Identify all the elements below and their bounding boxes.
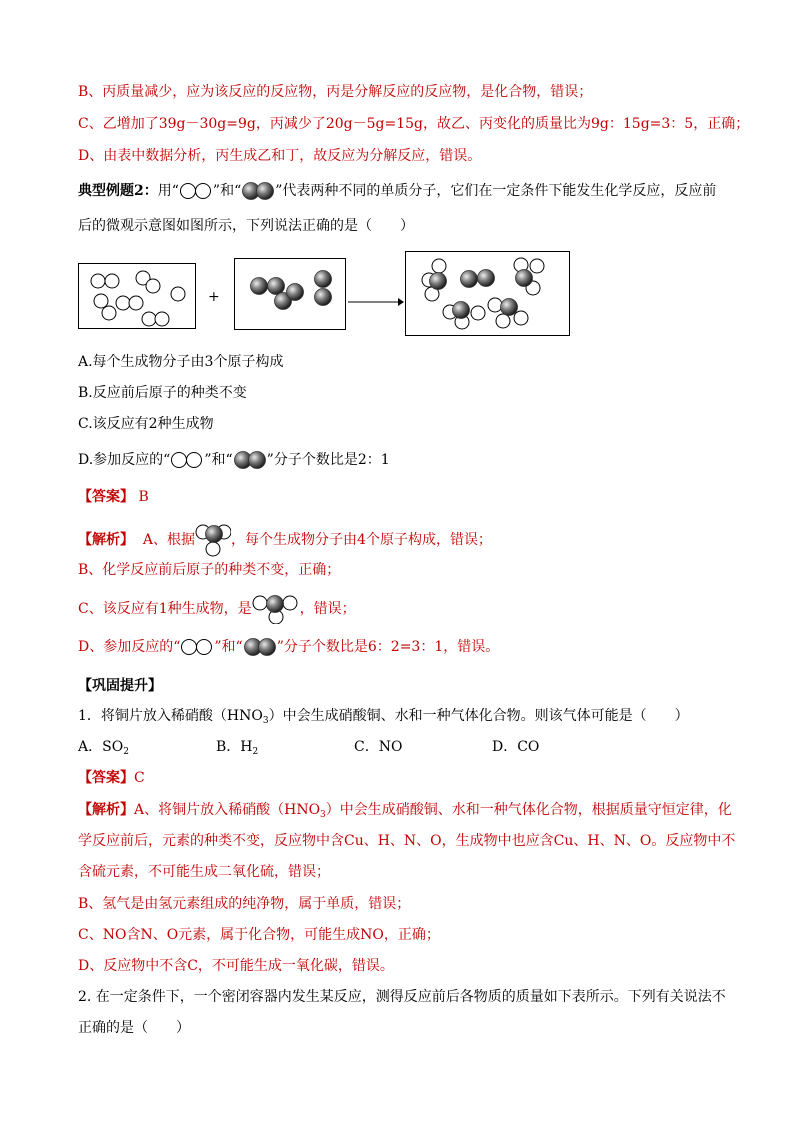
analysis-line-c: C、乙增加了39g－30g=9g，丙减少了20g－5g=15g，故乙、丙变化的质量比为9g：15g=3：5，正确； — [78, 116, 750, 132]
black-molecule-icon — [243, 637, 277, 657]
product-molecule-icon — [252, 594, 300, 624]
q1-options — [78, 737, 630, 757]
answer-value: B — [138, 489, 149, 505]
q1-analysis-text: A、将铜片放入稀硝酸（HNO — [134, 802, 321, 818]
option-d — [78, 450, 390, 470]
q1-analysis-sub: 3 — [320, 810, 326, 820]
white-atoms-figure — [79, 264, 195, 328]
product-molecule-icon — [195, 523, 231, 557]
answer-label: 【答案】 — [78, 489, 134, 505]
option-b: B.反应前后原子的种类不变 — [78, 385, 247, 401]
q1-option-c: C．NO — [354, 739, 403, 755]
section-heading: 【巩固提升】 — [78, 678, 162, 694]
q2-stem-line2: 正确的是（ ） — [78, 1020, 190, 1036]
q1-analysis-line2: 学反应前后，元素的种类不变，反应物中含Cu、H、N、O，生成物中也应含Cu、H、N、O。反应物中不 — [78, 833, 736, 849]
stem-text: ”和“ — [212, 183, 242, 199]
reactant-box-black — [234, 258, 346, 330]
q1-answer-value: C — [134, 770, 145, 786]
product-box — [405, 251, 570, 336]
analysis-text: A、根据 — [142, 532, 196, 548]
analysis-label: 【解析】 — [78, 532, 134, 548]
analysis-text: C、该反应有1种生成物，是 — [78, 601, 252, 617]
analysis-line-d2 — [78, 637, 499, 657]
q1-analysis-label: 【解析】 — [78, 802, 134, 818]
analysis-line-a — [78, 523, 492, 557]
analysis-text: ，错误； — [299, 601, 356, 617]
analysis-line-b2: B、化学反应前后原子的种类不变，正确； — [78, 562, 341, 578]
black-atoms-figure — [235, 259, 345, 329]
white-molecule-icon — [180, 638, 214, 656]
reaction-arrow — [348, 297, 404, 307]
analysis-line-d: D、由表中数据分析，丙生成乙和丁，故反应为分解反应，错误。 — [78, 148, 482, 164]
black-molecule-icon — [241, 181, 275, 201]
option-c: C.该反应有2种生成物 — [78, 416, 214, 432]
q1-option-a — [78, 737, 216, 757]
q1-option-a-text: A．SO — [78, 739, 124, 755]
stem-text: 用“ — [157, 183, 179, 199]
example-stem-line2: 后的微观示意图如图所示，下列说法正确的是（ ） — [78, 218, 414, 234]
white-molecule-icon — [170, 451, 204, 469]
white-molecule-icon — [179, 182, 213, 200]
analysis-line-c2 — [78, 594, 356, 624]
q1-analysis-d: D、反应物中不含C，不可能生成一氧化碳，错误。 — [78, 958, 394, 974]
q2-stem-line1: 2. 在一定条件下，一个密闭容器内发生某反应，测得反应前后各物质的质量如下表所示。下列有关说法不 — [78, 989, 726, 1005]
option-d-text: D.参加反应的“ — [78, 452, 171, 468]
option-a: A.每个生成物分子由3个原子构成 — [78, 354, 284, 370]
q1-option-b — [216, 737, 354, 757]
q1-stem-text: ）中会生成硝酸铜、水和一种气体化合物。则该气体可能是（ ） — [268, 708, 689, 724]
plus-sign: + — [208, 289, 220, 305]
q1-analysis-line1 — [78, 800, 732, 820]
q1-answer-label: 【答案】 — [78, 770, 134, 786]
q1-option-d: D．CO — [492, 739, 540, 755]
q1-option-b-text: B．H — [216, 739, 253, 755]
q1-analysis-text: ）中会生成硝酸铜、水和一种气体化合物，根据质量守恒定律，化 — [325, 802, 732, 818]
q1-analysis-b: B、氢气是由氢元素组成的纯净物，属于单质，错误； — [78, 896, 411, 912]
q1-analysis-line3: 含硫元素，不可能生成二氧化硫，错误； — [78, 864, 330, 880]
option-d-text: ”和“ — [204, 452, 233, 468]
q1-option-a-sub: 2 — [123, 747, 129, 757]
q1-analysis-c: C、NO含N、O元素，属于化合物，可能生成NO，正确； — [78, 927, 440, 943]
reactant-box-white — [78, 263, 196, 329]
analysis-line-b: B、丙质量减少，应为该反应的反应物，丙是分解反应的反应物，是化合物，错误； — [78, 84, 593, 100]
analysis-text: ”和“ — [214, 639, 243, 655]
stem-text: ”代表两种不同的单质分子，它们在一定条件下能发生化学反应，反应前 — [275, 183, 717, 199]
q1-option-b-sub: 2 — [252, 747, 259, 757]
option-d-text: ”分子个数比是2：1 — [266, 452, 390, 468]
q1-stem — [78, 706, 689, 726]
analysis-text: ”分子个数比是6：2=3：1，错误。 — [276, 639, 500, 655]
q1-stem-sub: 3 — [262, 716, 269, 726]
example-label: 典型例题2： — [78, 183, 158, 199]
black-molecule-icon — [233, 450, 267, 470]
answer-line — [78, 487, 149, 507]
analysis-text: ，每个生成物分子由4个原子构成，错误； — [231, 532, 492, 548]
q1-answer-line — [78, 768, 145, 788]
q1-stem-text: 1．将铜片放入稀硝酸（HNO — [78, 708, 263, 724]
analysis-text: D、参加反应的“ — [78, 639, 181, 655]
product-atoms-figure — [406, 252, 569, 335]
example-stem-line1 — [78, 181, 716, 201]
